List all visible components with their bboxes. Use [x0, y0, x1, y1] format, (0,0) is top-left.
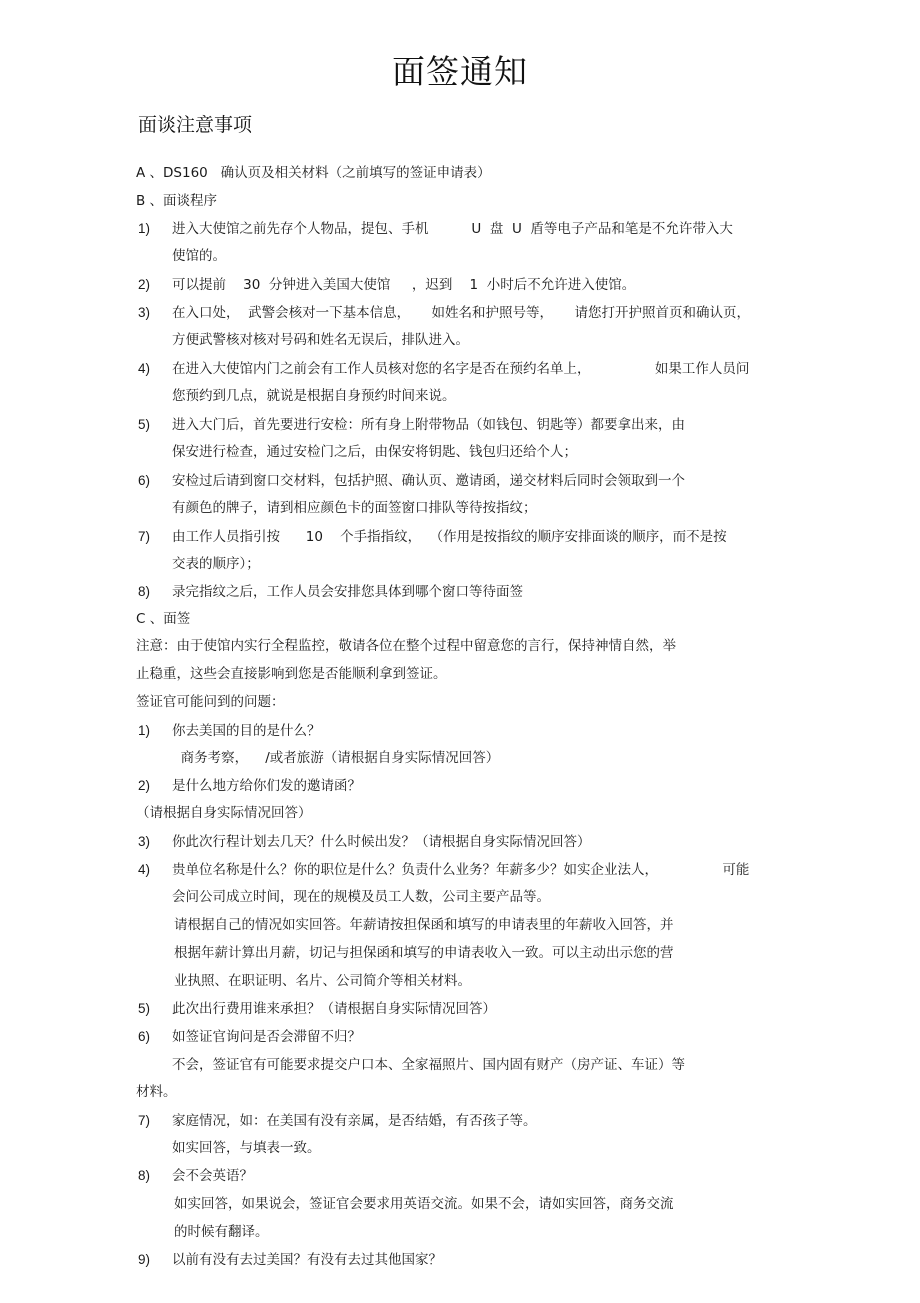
list-item-text: 由工作人员指引按 10 个手指指纹， （作用是按指纹的顺序安排面谈的顺序，而不是按	[172, 529, 727, 545]
list-item-number: 7)	[138, 529, 151, 544]
answer-text: 请根据自己的情况如实回答。年薪请按担保函和填写的申请表里的年薪收入回答，并	[174, 917, 674, 933]
question-text: 贵单位名称是什么？你的职位是什么？负责什么业务？年薪多少？如实企业法人， 可能	[172, 862, 750, 878]
question-number: 3)	[138, 834, 151, 849]
answer-text: 业执照、在职证明、名片、公司简介等相关材料。	[174, 973, 471, 989]
note-text: 注意：由于使馆内实行全程监控，敬请各位在整个过程中留意您的言行，保持神情自然，举	[136, 638, 676, 654]
question-text: 此次出行费用谁来承担？（请根据自身实际情况回答）	[172, 1001, 496, 1017]
list-item-number: 3)	[138, 305, 151, 320]
list-item-text: 进入大使馆之前先存个人物品，提包、手机 U 盘 U 盾等电子产品和笔是不允许带入大	[172, 221, 733, 237]
question-text: 会不会英语？	[172, 1168, 253, 1184]
question-number: 1)	[138, 723, 151, 738]
list-item-number: 1)	[138, 221, 151, 236]
list-item-number: 2)	[138, 277, 151, 292]
page-title: 面签通知	[392, 52, 528, 91]
answer-text: 如实回答，与填表一致。	[172, 1140, 321, 1156]
answer-text: 会问公司成立时间，现在的规模及员工人数，公司主要产品等。	[172, 889, 550, 905]
question-number: 6)	[138, 1029, 151, 1044]
answer-text: （请根据自身实际情况回答）	[136, 805, 312, 821]
question-text: 家庭情况，如：在美国有没有亲属，是否结婚，有否孩子等。	[172, 1113, 537, 1129]
page-subtitle: 面谈注意事项	[138, 114, 253, 136]
list-item-text: 您预约到几点，就说是根据自身预约时间来说。	[172, 388, 456, 404]
section-a-text: A 、DS160 确认页及相关材料（之前填写的签证申请表）	[136, 165, 491, 181]
list-item-text: 进入大门后，首先要进行安检：所有身上附带物品（如钱包、钥匙等）都要拿出来，由	[172, 417, 685, 433]
answer-text: 材料。	[136, 1084, 177, 1100]
list-item-number: 5)	[138, 417, 151, 432]
list-item-text: 有颜色的牌子，请到相应颜色卡的面签窗口排队等待按指纹；	[172, 500, 537, 516]
question-number: 2)	[138, 778, 151, 793]
questions-heading: 签证官可能问到的问题：	[136, 694, 285, 710]
question-number: 4)	[138, 862, 151, 877]
answer-text: 不会，签证官有可能要求提交户口本、全家福照片、国内固有财产（房产证、车证）等	[172, 1057, 685, 1073]
question-number: 5)	[138, 1001, 151, 1016]
list-item-number: 6)	[138, 473, 151, 488]
list-item-number: 8)	[138, 584, 151, 599]
answer-text: 如实回答，如果说会，签证官会要求用英语交流。如果不会，请如实回答，商务交流	[174, 1196, 674, 1212]
list-item-text: 录完指纹之后，工作人员会安排您具体到哪个窗口等待面签	[172, 584, 523, 600]
list-item-text: 安检过后请到窗口交材料，包括护照、确认页、邀请函，递交材料后同时会领取到一个	[172, 473, 685, 489]
note-text: 止稳重，这些会直接影响到您是否能顺利拿到签证。	[136, 666, 447, 682]
question-text: 你此次行程计划去几天？什么时候出发？（请根据自身实际情况回答）	[172, 834, 591, 850]
list-item-text: 使馆的。	[172, 248, 226, 264]
question-number: 9)	[138, 1252, 151, 1267]
list-item-number: 4)	[138, 361, 151, 376]
answer-text: 商务考察， /或者旅游（请根据自身实际情况回答）	[172, 750, 500, 766]
list-item-text: 保安进行检查，通过安检门之后，由保安将钥匙、钱包归还给个人；	[172, 444, 577, 460]
list-item-text: 交表的顺序）；	[172, 556, 260, 572]
list-item-text: 方便武警核对核对号码和姓名无误后，排队进入。	[172, 332, 469, 348]
section-c-heading: C 、面签	[136, 611, 191, 627]
question-text: 是什么地方给你们发的邀请函？	[172, 778, 361, 794]
list-item-text: 在进入大使馆内门之前会有工作人员核对您的名字是否在预约名单上， 如果工作人员问	[172, 361, 750, 377]
question-text: 以前有没有去过美国？有没有去过其他国家？	[172, 1252, 442, 1268]
list-item-text: 可以提前 30 分钟进入美国大使馆 ，迟到 1 小时后不允许进入使馆。	[172, 277, 636, 293]
question-number: 8)	[138, 1168, 151, 1183]
question-text: 你去美国的目的是什么？	[172, 723, 321, 739]
question-number: 7)	[138, 1113, 151, 1128]
section-b-heading: B 、面谈程序	[136, 193, 218, 209]
answer-text: 的时候有翻译。	[174, 1224, 269, 1240]
answer-text: 根据年薪计算出月薪，切记与担保函和填写的申请表收入一致。可以主动出示您的营	[174, 945, 674, 961]
list-item-text: 在入口处， 武警会核对一下基本信息， 如姓名和护照号等， 请您打开护照首页和确认页，	[172, 305, 750, 321]
question-text: 如签证官询问是否会滞留不归？	[172, 1029, 361, 1045]
